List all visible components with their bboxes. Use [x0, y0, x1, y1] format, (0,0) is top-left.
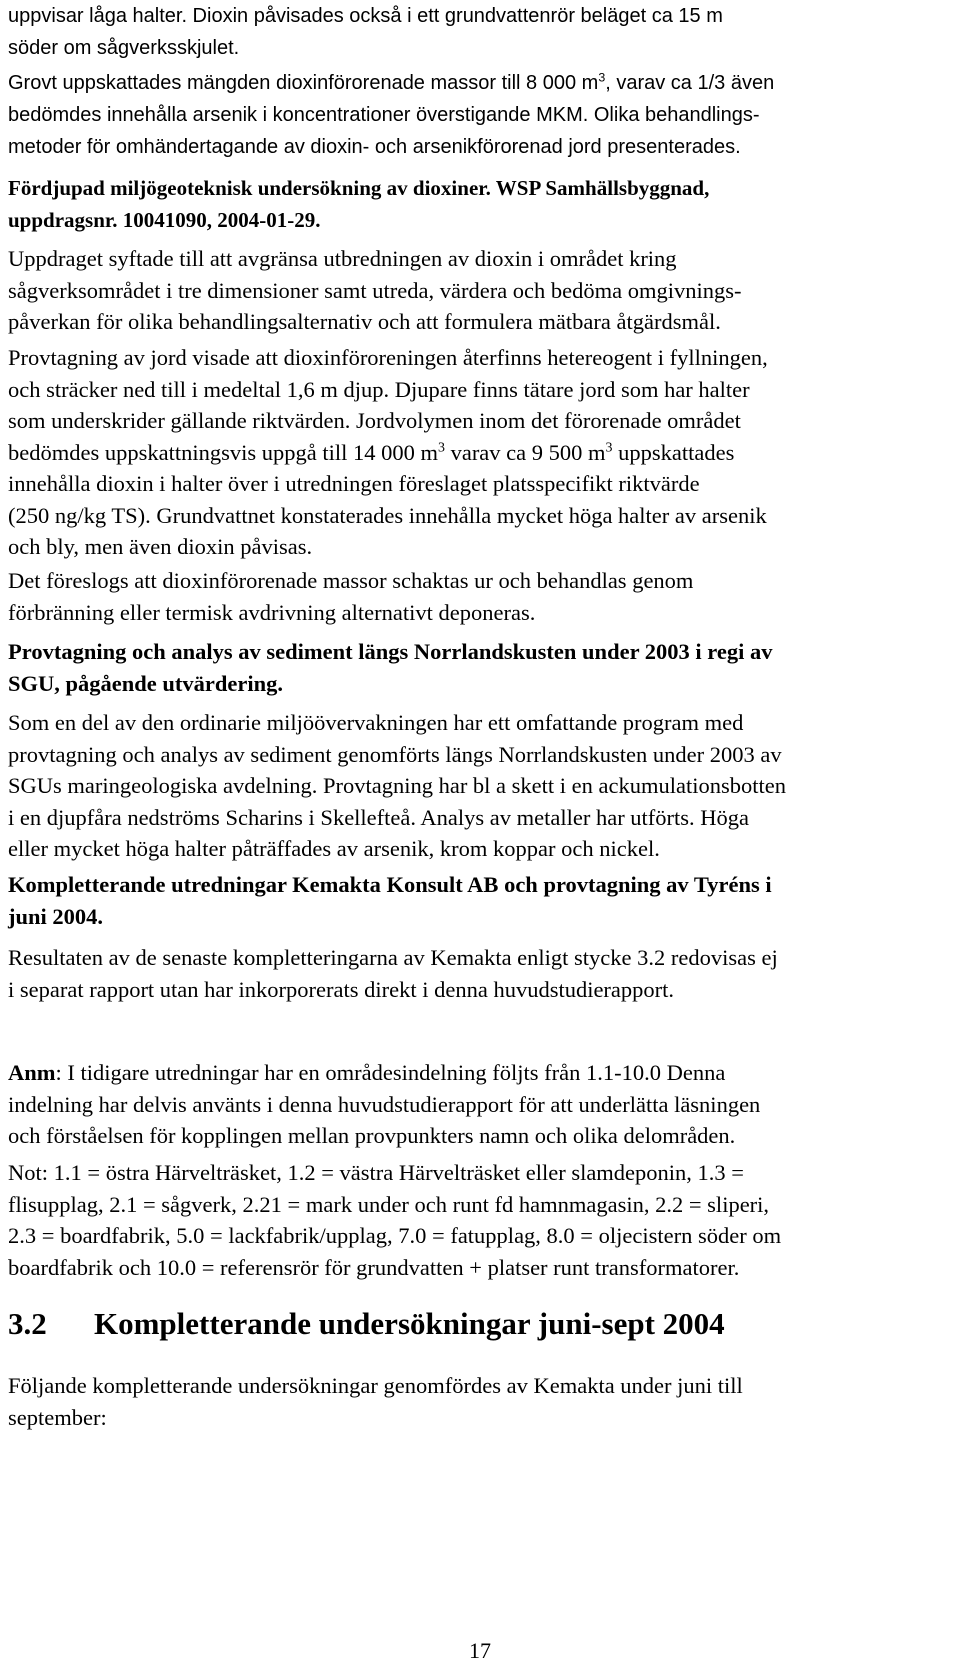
paragraph-soil-sampling: Provtagning av jord visade att dioxinföroreningen återfinns hetereogent i fyllningen, och sträcker ned till i medeltal 1,6 m djup. Djupare finns tätare jord som har halter som underskrider gällande riktvärden. Jordvolymen inom det förorenade området bedömdes uppskattningsvis uppgå till 14 000 $m^3$ varav ca 9 500 $m^3$ uppskattades innehålla dioxin i halter över i utredningen föreslaget platsspecifikt riktvärde (250 ng/kg TS). Grundvattnet konstaterades innehålla mycket höga halter av arsenik och bly, men även dioxin påvisas.	[8, 345, 768, 559]
paragraph-sediment-monitoring: Som en del av den ordinarie miljöövervakningen har ett omfattande program med provtagning och analys av sediment genomförts längs Norrlandskusten under 2003 av SGUs maringeologiska avdelning. Provtagning har bl a skett i en ackumulationsbotten i en djupfåra nedströms Scharins i Skellefteå. Analys av metaller har utförts. Höga eller mycket höga halter påträffades av arsenik, krom koppar och nickel.	[8, 710, 786, 861]
paragraph-proposal: Det föreslogs att dioxinförorenade massor schaktas ur och behandlas genom förbränning eller termisk avdrivning alternativt deponeras.	[8, 568, 694, 625]
page-number: 17	[469, 1638, 491, 1663]
heading-wsp-report: Fördjupad miljögeoteknisk undersökning av dioxiner. WSP Samhällsbyggnad, uppdragsnr. 10041090, 2004-01-29.	[8, 176, 710, 232]
section-heading	[8, 1304, 948, 1344]
section-title: Kompletterande undersökningar juni-sept 2004	[94, 1306, 725, 1341]
heading-sgu-sediment: Provtagning och analys av sediment längs Norrlandskusten under 2003 i regi av SGU, pågående utvärdering.	[8, 639, 773, 696]
paragraph-mass-estimate: Grovt uppskattades mängden dioxinförorenade massor till 8 000 $m^3$, varav ca 1/3 även bedömdes innehålla arsenik i koncentrationer överstigande MKM. Olika behandlings- metoder för omhändertagande av dioxin- och arsenikförorenad jord presenterades.	[8, 70, 775, 158]
paragraph-assignment: Uppdraget syftade till att avgränsa utbredningen av dioxin i området kring sågverksområdet i tre dimensioner samt utreda, värdera och bedöma omgivnings- påverkan för olika behandlingsalternativ och att formulera mätbara åtgärdsmål.	[8, 246, 742, 334]
heading-kemakta-tyrens: Kompletterande utredningar Kemakta Konsult AB och provtagning av Tyréns i juni 2004.	[8, 872, 772, 929]
paragraph-dioxin-groundwater: uppvisar låga halter. Dioxin påvisades också i ett grundvattenrör beläget ca 15 m söder om sågverksskjulet.	[8, 5, 723, 59]
section-number: 3.2	[8, 1306, 47, 1341]
paragraph-following: Följande kompletterande undersökningar genomfördes av Kemakta under juni till september:	[8, 1373, 743, 1430]
paragraph-results: Resultaten av de senaste kompletteringarna av Kemakta enligt stycke 3.2 redovisas ej i separat rapport utan har inkorporerats direkt i denna huvudstudierapport.	[8, 945, 778, 1002]
note-legend: Not: 1.1 = östra Härvelträsket, 1.2 = västra Härvelträsket eller slamdeponin, 1.3 = flisupplag, 2.1 = sågverk, 2.21 = mark under och runt fd hamnmagasin, 2.2 = sliperi, 2.3 = boardfabrik, 5.0 = lackfabrik/upplag, 7.0 = fatupplag, 8.0 = oljecistern söder om boardfabrik och 10.0 = referensrör för grundvatten + platser runt transformatorer.	[8, 1160, 782, 1280]
note-area-division: Anm: I tidigare utredningar har en områdesindelning följts från 1.1-10.0 Denna indelning har delvis använts i denna huvudstudierapport för att underlätta läsningen och förståelsen för kopplingen mellan provpunkters namn och olika delområden.	[8, 1060, 761, 1148]
